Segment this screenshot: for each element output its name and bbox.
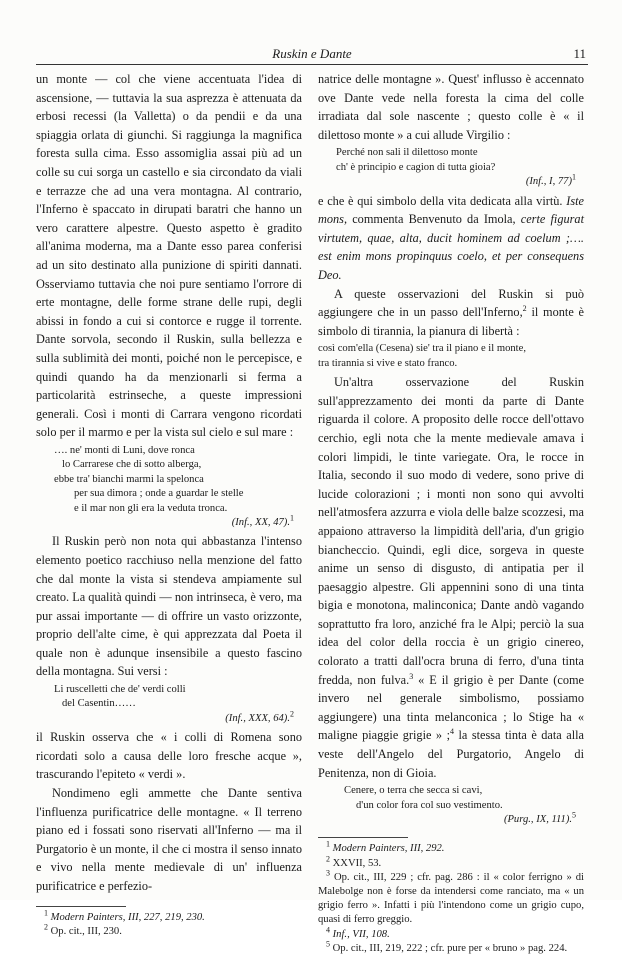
footnote: $^4$ Inf., VII, 108.: [326, 925, 390, 940]
verse-citation: (Purg., IX, 111).$^5$: [503, 810, 576, 826]
running-header: [36, 44, 588, 64]
footnote-mark: 3: [409, 671, 414, 681]
verse-line: Li ruscelletti che de' verdi colli: [54, 684, 186, 696]
verse-line: lo Carrarese che di sotto alberga,: [62, 459, 202, 471]
footnote: $^1$ Modern Painters, III, 292.: [326, 839, 445, 855]
footnote: $^1$ Modern Painters, III, 227, 219, 230.: [44, 908, 205, 923]
paragraph: e che è qui simbolo della vita dedicata alla virtù. Iste mons, commenta Benvenuto da Imola, certe figurat virtutem, quae, alta, ducit hominem ad coelum ;…. est enim mons propinquus coelo, et per consequens Deo.: [318, 193, 584, 282]
footnote-mark: 5: [572, 810, 576, 820]
footnote-mark: 1: [290, 513, 294, 523]
verse-quote: [336, 146, 584, 189]
footnote-mark: 2: [522, 304, 527, 314]
paragraph: Nondimeno egli ammette che Dante sentiva l'influenza purificatrice delle montagne. « Il terreno piano ed i fossati sono riservati all'Inferno — ma il Purgatorio è un monte, il che ci mostra il senso innato e vivo nella mente medievale di un' influenza purificatrice e perfezio-: [36, 786, 302, 894]
verse-citation: (Inf., XX, 47).$^1$: [231, 513, 294, 528]
verse-line: ch' è principio e cagion di tutta gioia?: [336, 161, 496, 173]
running-title: Ruskin e Dante: [272, 46, 352, 61]
verse-quote: [318, 342, 584, 371]
paragraph: Il Ruskin però non nota qui abbastanza l'intenso elemento poetico racchiuso nella menzione del fatto che dal monte la vista si stendeva ampiamente sul creato. La qualità quindi — non intrinseca, è vero, ma pur assai importante — di offrire un vasto orizzonte, proprio dell'alte cime, è qui apprezzata dal Poeta il quale non è adunque insensibile a questo fascino della montagna. Sui versi :: [36, 534, 302, 679]
verse-line: d'un color fora col suo vestimento.: [356, 799, 503, 811]
verse-line: del Casentin……: [62, 698, 136, 710]
verse-line: così com'ella (Cesena) sie' tra il piano e il monte,: [318, 343, 526, 355]
footnotes: [318, 839, 584, 956]
verse-line: ebbe tra' bianchi marmi la spelonca: [54, 473, 204, 485]
verse-line: per sua dimora ; onde a guardar le stelle: [74, 488, 244, 500]
footnote: $^2$ XXVII, 53.: [326, 854, 382, 869]
verse-line: Perché non sali il dilettoso monte: [336, 147, 478, 159]
footnote-rule: [318, 837, 408, 838]
footnote: $^2$ Op. cit., III, 230.: [44, 922, 122, 937]
right-column: [318, 70, 584, 956]
footnote: $^5$ Op. cit., III, 219, 222 ; cfr. pure per « bruno » pag. 224.: [326, 939, 568, 954]
paragraph: A queste osservazioni del Ruskin si può aggiungere che in un passo dell'Inferno,$^2$ il monte è simbolo di tirannia, la pianura di libertà :: [318, 286, 585, 338]
verse-line: tra tirannia si vive e stato franco.: [318, 357, 458, 369]
footnote-mark: 1: [572, 172, 576, 182]
verse-citation: (Inf., XXX, 64).$^2$: [225, 709, 294, 724]
footnote: $^3$ Op. cit., III, 229 ; cfr. pag. 286 : il « color ferrigno » di Malebolge non è forse da intendersi come ranciato, ma « un grigio ferro ». Infatti i più l'intendono come un grigio cupo, quasi di ferro greggio.: [318, 868, 584, 926]
verse-line: e il mar non gli era la veduta tronca.: [74, 502, 228, 514]
paragraph: un monte — col che viene accentuata l'idea di ascensione, — tuttavia la sua asprezza è attenuata da erbosi recessi (la Valletta) o da pendii e da una spiaggia orlata di giunchi. Si raggiunga la magnifica foresta sulla cima. Esso assomiglia assai più ad un colle su cui sorga un castello e sia circondato da viali e terrazze che ad una vera montagna. Al contrario, l'Inferno è spaccato in dirupati baratri che hanno un vero carattere alpestre. Questo aspetto è gradito all'anima moderna, ma a Dante esso parea conferisi ad un sito destinato alla punizione di spiriti dannati. Osserviamo tuttavia che noi pure sentiamo l'orrore di erte montagne, delle forme strane delle rupi, degli abissi in fondo a cui si contorce e rugge il torrente. Dante sorvola, secondo il Ruskin, sulla bellezza e sulla sublimità dei monti, poiché non le percepisce, e quindi quando ha da menzionarli si ferma a particolarità estrinseche, a queste impressioni generali. Così i monti di Carrara vengono ricordati solo per il marmo e per la vista sul cielo e sul mare :: [36, 72, 302, 440]
page-number: 11: [573, 46, 586, 61]
paragraph: Un'altra osservazione del Ruskin sull'apprezzamento dei monti da parte di Dante riguarda il colore. A proposito delle rocce dell'ottavo cerchio, egli nota che la mente medievale amava i colori limpidi, le tinte variegate. Ora, le rocce in Italia, secondo il suo modo di vedere, sono prive di lucide colorazioni ; i monti non sono qui avvolti nell'atmosfera azzurra e viola delle balze scozzesi, ma appaiono attraverso la limpidità dell'aria, d'un grigio biancheccio. Quindi, egli dice, sorgeva in queste anime un senso di disgusto, di antipatia per il paesaggio alpestre. Gli appennini sono di una tinta bigia e monotona, malinconica; Dante andò vagando soprattutto fra loro, anziché fra le Alpi; perciò la sua idea del color della roccia è un grigio cinereo, colorato a tratti dall'ocra bruna di ferro, d'una tinta fredda, non fulva.$^3$ « E il grigio è per Dante (come invero nel generale simbolismo, possiamo aggiungere) una tinta melanconica ; lo Stige ha « maligne piaggie grigie » ;$^4$ la stessa tinta è data alla veste dell'Angelo del Purgatorio, Angelo di Penitenza, non di Gioia.: [318, 375, 584, 780]
paragraph: natrice delle montagne ». Quest' influsso è accennato ove Dante vede nella foresta la cima del colle irradiata dal sole nascente ; questo colle è « il dilettoso monte » a cui allude Virgilio :: [318, 72, 584, 142]
footnote-mark: 4: [449, 727, 454, 737]
header-rule: [36, 64, 588, 65]
left-column: [36, 70, 302, 939]
paragraph: il Ruskin osserva che « i colli di Romena sono ricordati solo a causa delle loro fresche acque », trascurando l'epiteto « verdi ».: [36, 730, 302, 782]
verse-citation: (Inf., I, 77)$^1$: [525, 172, 576, 188]
verse-quote: [54, 683, 302, 726]
footnote-mark: 2: [290, 709, 294, 719]
verse-quote: [54, 444, 302, 530]
verse-quote: [336, 784, 584, 827]
footnotes: [36, 908, 302, 939]
verse-line: …. ne' monti di Luni, dove ronca: [54, 444, 195, 456]
verse-line: Cenere, o terra che secca si cavi,: [344, 785, 483, 797]
footnote-rule: [36, 906, 126, 907]
